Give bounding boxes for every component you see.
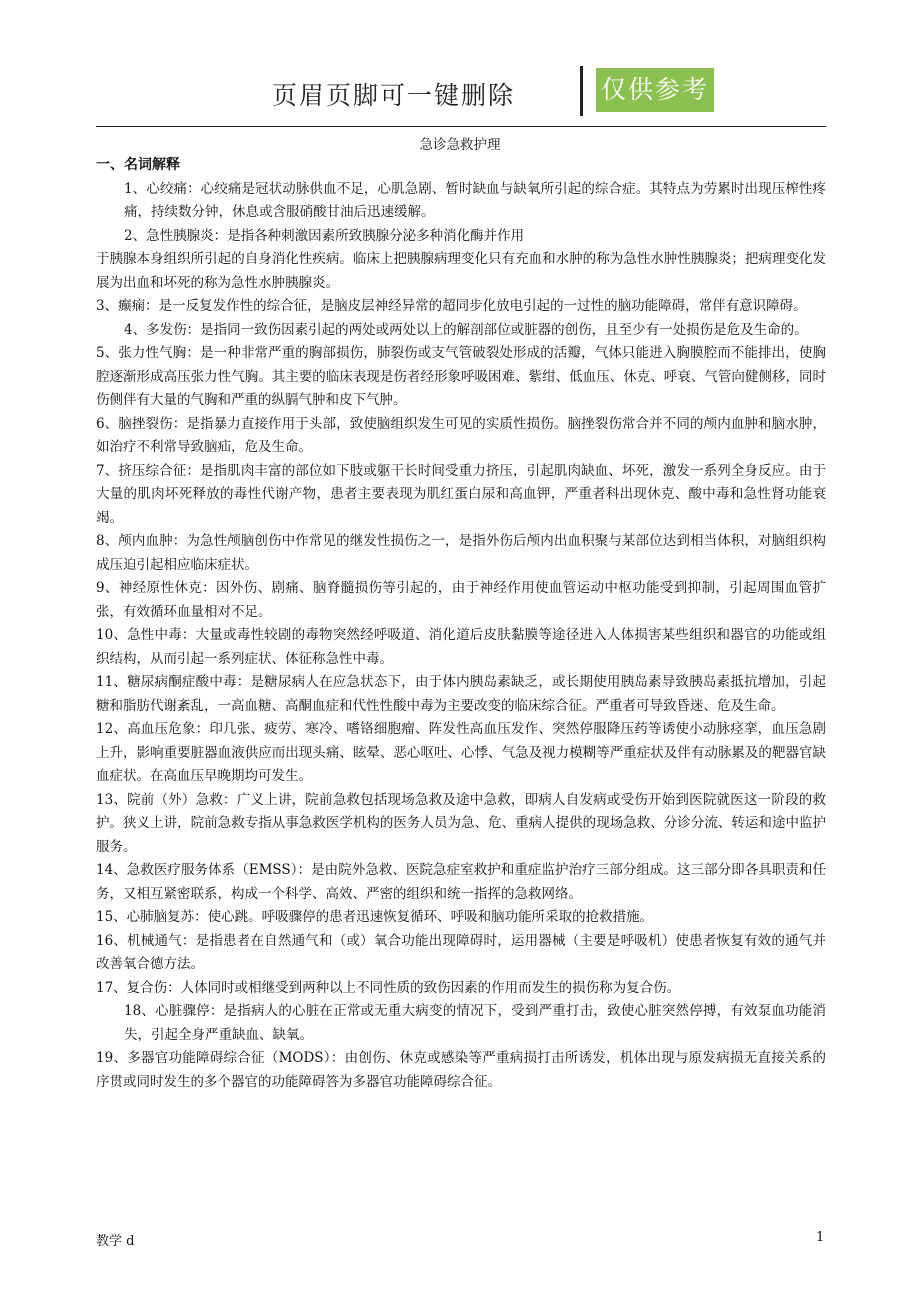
header-rule <box>96 126 826 127</box>
header-banner <box>0 0 920 128</box>
definition-item: 10、急性中毒：大量或毒性较剧的毒物突然经呼吸道、消化道后皮肤黏膜等途径进入人体损害某些组织和器官的功能或组织结构，从而引起一系列症状、体征称急性中毒。 <box>96 627 826 667</box>
definition-item: 17、复合伤：人体同时或相继受到两种以上不同性质的致伤因素的作用而发生的损伤称为复合伤。 <box>96 979 681 996</box>
definition-item: 18、心脏骤停：是指病人的心脏在正常或无重大病变的情况下，受到严重打击，致使心脏突然停搏，有效泵血功能消失，引起全身严重缺血、缺氧。 <box>124 1003 826 1043</box>
definition-item: 5、张力性气胸：是一种非常严重的胸部损伤，肺裂伤或支气管破裂处形成的活瓣，气体只能进入胸膜腔而不能排出，使胸腔逐渐形成高压张力性气胸。其主要的临床表现是伤者经形象呼吸困难、紫绀、低血压、休克、呼衰、气管向健侧移，同时伤侧伴有大量的气胸和严重的纵膈气肿和皮下气肿。 <box>96 345 826 408</box>
definition-item: 15、心肺脑复苏：使心跳。呼吸骤停的患者迅速恢复循环、呼吸和脑功能所采取的抢救措施。 <box>96 909 654 925</box>
definition-item: 于胰腺本身组织所引起的自身消化性疾病。临床上把胰腺病理变化只有充血和水肿的称为急性水肿性胰腺炎；把病理变化发展为出血和坏死的称为急性水肿胰腺炎。 <box>96 251 826 291</box>
section-heading: 一、名词解释 <box>96 157 180 173</box>
banner-reference-badge: 仅供参考 <box>596 68 714 112</box>
definition-item: 3、癫痫：是一反复发作性的综合征，是脑皮层神经异常的超同步化放电引起的一过性的脑功能障碍，常伴有意识障碍。 <box>96 298 807 314</box>
footer-label: 教学 d <box>96 1234 135 1249</box>
definition-item: 19、多器官功能障碍综合征（MODS）：由创伤、休克或感染等严重病损打击所诱发，机体出现与原发病损无直接关系的序贯或同时发生的多个器官的功能障碍答为多器官功能障碍综合征。 <box>96 1050 826 1090</box>
definition-item: 12、高血压危象：印几张、疲劳、寒冷、嗜铬细胞瘤、阵发性高血压发作、突然停服降压药等诱使小动脉痉挛，血压急剧上升，影响重要脏器血液供应而出现头痛、眩晕、恶心呕吐、心悸、气急及视力模糊等严重症状及伴有动脉累及的靶器官缺血症状。在高血压早晚期均可发生。 <box>96 721 826 784</box>
definition-item: 7、挤压综合征：是指肌肉丰富的部位如下肢或躯干长时间受重力挤压，引起肌肉缺血、坏死，激发一系列全身反应。由于大量的肌肉坏死释放的毒性代谢产物，患者主要表现为肌红蛋白尿和高血钾，严重者科出现休克、酸中毒和急性肾功能衰竭。 <box>96 462 826 526</box>
definition-item: 9、神经原性休克：因外伤、剧痛、脑脊髓损伤等引起的，由于神经作用使血管运动中枢功能受到抑制，引起周围血管扩张，有效循环血量相对不足。 <box>96 580 826 620</box>
page-number: 1 <box>816 1230 825 1245</box>
definition-item: 4、多发伤：是指同一致伤因素引起的两处或两处以上的解剖部位或脏器的创伤，且至少有一处损伤是危及生命的。 <box>124 321 808 338</box>
definition-item: 8、颅内血肿：为急性颅脑创伤中作常见的继发性损伤之一，是指外伤后颅内出血积聚与某部位达到相当体积，对脑组织构成压迫引起相应临床症状。 <box>96 533 826 573</box>
definition-item: 6、脑挫裂伤：是指暴力直接作用于头部，致使脑组织发生可见的实质性损伤。脑挫裂伤常合并不同的颅内血肿和脑水肿，如治疗不利常导致脑疝，危及生命。 <box>96 415 826 455</box>
document-title: 急诊急救护理 <box>419 137 501 153</box>
definition-item: 11、糖尿病酮症酸中毒：是糖尿病人在应急状态下，由于体内胰岛素缺乏，或长期使用胰岛素导致胰岛素抵抗增加，引起糖和脂肪代谢紊乱，一高血糖、高酮血症和代性性酸中毒为主要改变的临床综合征。严重者可导致昏迷、危及生命。 <box>96 674 826 714</box>
document-body <box>96 154 826 1094</box>
definition-item: 16、机械通气：是指患者在自然通气和（或）氧合功能出现障碍时，运用器械（主要是呼吸机）使患者恢复有效的通气并改善氧合德方法。 <box>96 932 826 972</box>
banner-divider <box>580 66 583 116</box>
banner-delete-note: 页眉页脚可一键删除 <box>272 81 516 110</box>
definition-item: 13、院前（外）急救：广义上讲，院前急救包括现场急救及途中急救，即病人自发病或受伤开始到医院就医这一阶段的救护。狭义上讲，院前急救专指从事急救医学机构的医务人员为急、危、重病人提供的现场急救、分诊分流、转运和途中监护服务。 <box>96 791 826 855</box>
definition-item: 2、急性胰腺炎：是指各种刺激因素所致胰腺分泌多种消化酶并作用 <box>124 227 525 244</box>
definition-item: 1、心绞痛：心绞痛是冠状动脉供血不足，心肌急剧、暂时缺血与缺氧所引起的综合症。其特点为劳累时出现压榨性疼痛，持续数分钟，休息或含服硝酸甘油后迅速缓解。 <box>124 180 826 220</box>
definition-item: 14、急救医疗服务体系（EMSS）：是由院外急救、医院急症室救护和重症监护治疗三部分组成。这三部分即各具职责和任务，又相互紧密联系，构成一个科学、高效、严密的组织和统一指挥的急救网络。 <box>96 862 826 902</box>
